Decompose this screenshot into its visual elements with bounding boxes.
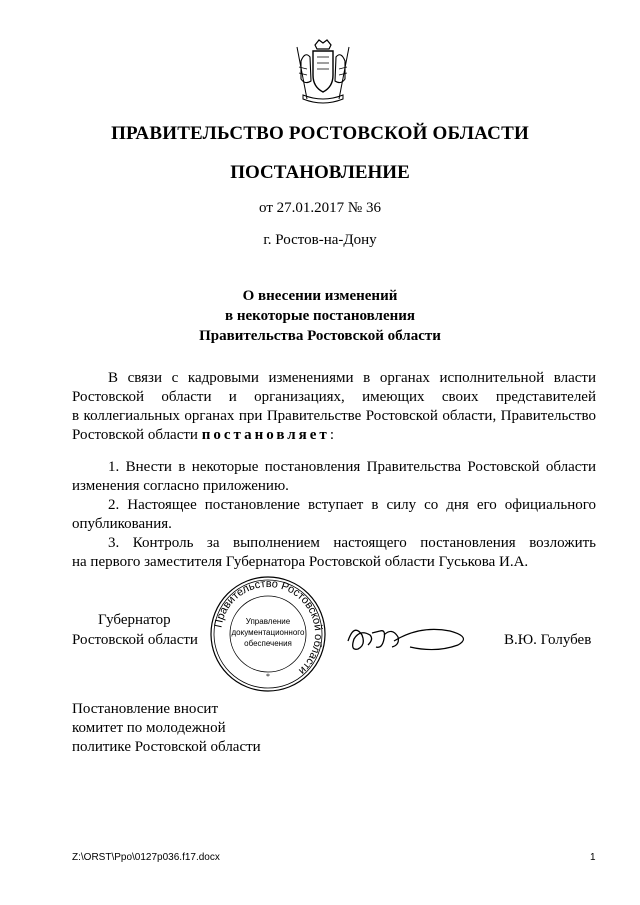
preamble-line: В связи с кадровыми изменениями в органах исполнительной власти [108,370,596,386]
official-stamp [205,575,331,693]
preamble-line: Ростовской области и организациях, имеющих своих представителей [72,389,596,405]
handwritten-signature [340,605,480,665]
stamp-ring-text: Правительство Ростовской области [212,577,325,677]
preamble-line [72,426,596,445]
coat-of-arms-emblem [293,37,353,107]
item-1-line: 1. Внести в некоторые постановления Правительства Ростовской области [108,459,596,475]
document-type-title: ПОСТАНОВЛЕНИЕ [230,162,410,183]
signer-name: В.Ю. Голубев [504,632,592,648]
document-city: г. Ростов-на-Дону [263,232,377,248]
preamble-colon: : [329,427,334,443]
stamp-inner-text: Управление [245,617,291,626]
signer-role: Губернатор [98,612,171,628]
file-path-footer: Z:\ORST\Ppo\0127p036.f17.docx [72,852,220,863]
subject-line: Правительства Ростовской области [199,328,441,344]
item-2-line: 2. Настоящее постановление вступает в силу со дня его официального [108,497,596,513]
submitter-line: политике Ростовской области [72,739,261,755]
item-3-line: 3. Контроль за выполнением настоящего постановления возложить [108,535,596,551]
signer-region: Ростовской области [72,632,198,648]
stamp-inner-text: документационного [231,628,305,637]
resolves-keyword: постановляет [201,427,330,443]
page-number: 1 [590,852,596,863]
item-1-line: изменения согласно приложению. [72,478,289,494]
preamble-text: Ростовской области [72,427,202,443]
item-2-line: опубликования. [72,516,172,532]
document-date-number: от 27.01.2017 № 36 [259,200,381,216]
submitter-line: комитет по молодежной [72,720,226,736]
government-title: ПРАВИТЕЛЬСТВО РОСТОВСКОЙ ОБЛАСТИ [111,123,529,144]
subject-line: в некоторые постановления [224,308,416,324]
subject-line: О внесении изменений [242,288,398,304]
preamble-line: в коллегиальных органах при Правительстве Ростовской области, Правительство [72,408,596,424]
item-3-line: на первого заместителя Губернатора Ростовской области Гуськова И.А. [72,554,529,570]
stamp-inner-text: обеспечения [244,639,292,648]
submitter-line: Постановление вносит [72,701,219,717]
svg-text:*: * [266,672,270,681]
